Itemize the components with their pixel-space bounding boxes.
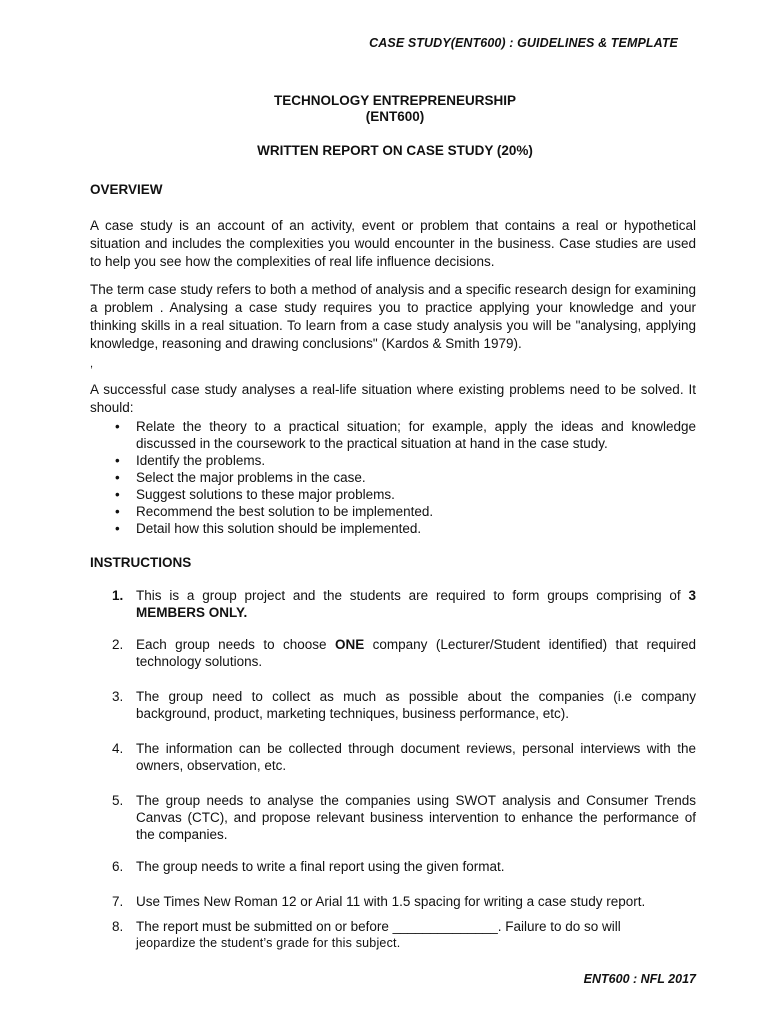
overview-heading: OVERVIEW <box>90 182 163 197</box>
instruction-number: 4. <box>112 741 124 756</box>
instruction-number: 3. <box>112 689 124 704</box>
running-header: CASE STUDY(ENT600) : GUIDELINES & TEMPLATE <box>369 36 678 50</box>
list-item: • Identify the problems. <box>115 453 266 468</box>
bullet-icon: • <box>115 487 120 502</box>
instruction-number: 5. <box>112 793 124 808</box>
list-item: • Relate the theory to a practical situation; for example, apply the ideas and knowledge discussed in the coursework to the practical situation at hand in the case study. <box>115 419 696 451</box>
footer-code: ENT600 : NFL 2017 <box>583 972 696 986</box>
stray-mark: , <box>90 358 94 370</box>
list-item: • Select the major problems in the case. <box>115 470 366 485</box>
course-title-line-1: TECHNOLOGY ENTREPRENEURSHIP <box>273 93 517 108</box>
instructions-heading: INSTRUCTIONS <box>90 555 192 570</box>
bullet-icon: • <box>115 521 120 536</box>
bullet-icon: • <box>115 453 120 468</box>
overview-paragraph-1: A case study is an account of an activity, event or problem that contains a real or hypothetical situation and includes the complexities you would encounter in the business. Case studies are used to help you see how the complexities of real life influence decisions. <box>90 218 696 269</box>
overview-paragraph-3: A successful case study analyses a real-life situation where existing problems need to be solved. It should: <box>90 382 696 415</box>
instruction-number: 6. <box>112 859 124 874</box>
instruction-number: 8. <box>112 919 124 934</box>
instruction-number: 2. <box>112 637 124 652</box>
instruction-item-8: 8. The report must be submitted on or before ______________. Failure to do so will jeopardize the student’s grade for this subject. <box>112 919 621 950</box>
list-item: • Recommend the best solution to be implemented. <box>115 504 434 519</box>
report-subtitle: WRITTEN REPORT ON CASE STUDY (20%) <box>257 143 533 158</box>
instruction-item-2: 2. Each group needs to choose ONE company (Lecturer/Student identified) that required technology solutions. <box>112 637 696 669</box>
requirements-list <box>90 418 696 537</box>
instruction-item-4: 4. The information can be collected through document reviews, personal interviews with the owners, observation, etc. <box>112 741 696 773</box>
instruction-item-6: 6. The group needs to write a final report using the given format. <box>112 859 505 874</box>
instruction-item-5: 5. The group needs to analyse the companies using SWOT analysis and Consumer Trends Canvas (CTC), and propose relevant business intervention to enhance the performance of the companies. <box>112 793 696 842</box>
bullet-icon: • <box>115 419 120 434</box>
list-item: • Detail how this solution should be implemented. <box>115 521 422 536</box>
list-item: • Suggest solutions to these major problems. <box>115 487 395 502</box>
instruction-item-3: 3. The group need to collect as much as possible about the companies (i.e company background, product, marketing techniques, business performance, etc). <box>112 689 696 721</box>
instruction-item-1: 1. This is a group project and the students are required to form groups comprising of 3 MEMBERS ONLY. <box>112 588 696 620</box>
instruction-number: 1. <box>112 588 124 603</box>
instruction-number: 7. <box>112 894 124 909</box>
instruction-item-7: 7. Use Times New Roman 12 or Arial 11 with 1.5 spacing for writing a case study report. <box>112 894 646 909</box>
bullet-icon: • <box>115 470 120 485</box>
bullet-icon: • <box>115 504 120 519</box>
course-code: (ENT600) <box>365 109 425 124</box>
overview-paragraph-2: The term case study refers to both a method of analysis and a specific research design for examining a problem . Analysing a case study requires you to practice applying your knowledge and your thinking skills in a real situation. To learn from a case study analysis you will be "analysing, applying knowledge, reasoning and drawing conclusions" (Kardos & Smith 1979). <box>90 282 696 351</box>
course-title <box>0 93 768 125</box>
